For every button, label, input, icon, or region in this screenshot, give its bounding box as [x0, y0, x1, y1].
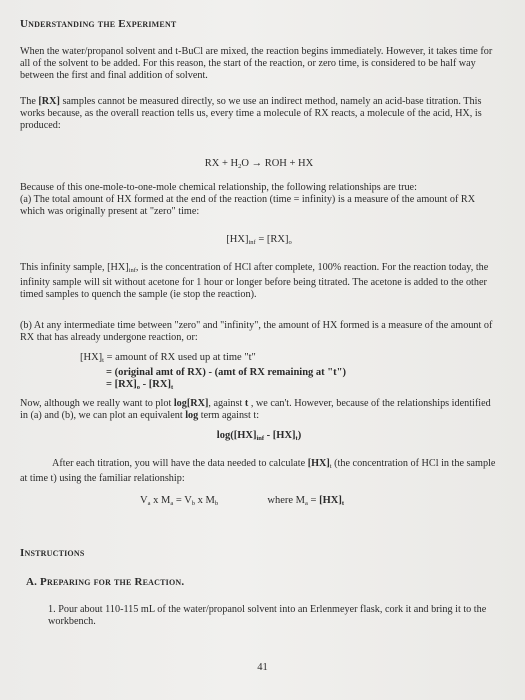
eq-reaction-b: O → ROH + HX	[241, 158, 314, 169]
p7-bold: [HX]	[307, 458, 330, 469]
eq-log-c: )	[297, 430, 302, 441]
eq-t-where: where M	[267, 495, 306, 506]
p7-post: (the concentration of HCl in the sample at time t) using the familiar relationship:	[20, 458, 496, 484]
eq-log-bsub: t	[295, 435, 298, 442]
page-number: 41	[257, 662, 268, 673]
eq-log-asub: inf	[256, 435, 265, 442]
equation-titration	[20, 495, 498, 510]
eq-log-a: log([HX]	[216, 430, 257, 441]
eq-b3-a: = [RX]	[106, 379, 137, 390]
paragraph-reaction-start: When the water/propanol solvent and t-BuCl are mixed, the reaction begins immediately. However, it takes time for all of the solvent to be added. For this reason, the start of the reaction, or zero time, is considered to be half way between the first and final addition of solvent.	[20, 46, 493, 81]
p6-mid: , against	[208, 398, 245, 409]
p6-bold: log[RX]	[173, 398, 209, 409]
eq-t-s4: b	[214, 500, 219, 507]
p7-sub: t	[329, 463, 332, 470]
eq-t-s3: b	[191, 500, 196, 507]
p6-end: term against t:	[198, 410, 260, 421]
eq-log-b: - [HX]	[264, 430, 296, 441]
eq-b1-left: [HX]	[80, 352, 103, 363]
p3a-text: (a) The total amount of HX formed at the end of the reaction (time = infinity) is a measure of the amount of RX which was originally present at "zero" time:	[20, 194, 476, 217]
eq-b3-bsub: t	[170, 384, 174, 391]
p2-rx-bold: [RX]	[38, 96, 60, 107]
eq-b1-sub: t	[102, 357, 104, 364]
heading-understanding-experiment: Understanding the Experiment	[20, 18, 177, 30]
equation-log	[20, 430, 498, 445]
paragraph-after-titration	[20, 458, 498, 485]
eq-reaction-sub: 2	[238, 163, 242, 170]
eq-t-hx: [HX]	[319, 495, 342, 506]
eq-b-line2: = (original amt of RX) - (amt of RX remaining at "t")	[106, 367, 346, 378]
paragraph-infinity-sample	[20, 262, 498, 301]
p2-text-pre: The	[20, 96, 39, 107]
eq-t-m2: = V	[173, 495, 192, 506]
eq-b3-b: - [RX]	[140, 379, 171, 390]
eq-t-w2: =	[307, 495, 320, 506]
equation-a	[20, 234, 498, 249]
p6-t: t	[244, 398, 249, 409]
eq-b3-asub: o	[136, 384, 141, 391]
paragraph-intermediate-time: (b) At any intermediate time between "zero" and "infinity", the amount of HX formed is a measure of the amount of RX that has already undergone reaction, or:	[20, 320, 493, 343]
p6-pre: Now, although we really want to plot	[20, 398, 174, 409]
eq-t-l: V	[140, 495, 148, 506]
eq-b-line3	[80, 379, 498, 394]
equation-reaction	[20, 158, 498, 173]
p4-post: , is the concentration of HCl after complete, 100% reaction. For the reaction today, the infinity sample will sit without acetone for 1 hour or longer before being titrated. The acetone is added to the other timed samples to quench the sample (ie stop the reaction).	[20, 262, 489, 300]
eq-a-right-sub: o	[288, 239, 292, 246]
p6-log: log	[185, 410, 199, 421]
eq-t-s5: a	[305, 500, 308, 507]
eq-a-left: [HX]	[226, 234, 249, 245]
equation-b	[20, 352, 498, 394]
step-1: 1. Pour about 110-115 mL of the water/propanol solvent into an Erlenmeyer flask, cork it and bring it to the workbench.	[48, 604, 487, 627]
p7-pre: After each titration, you will have the data needed to calculate	[52, 458, 308, 469]
eq-b-line1	[80, 352, 498, 367]
eq-t-m3: x M	[195, 495, 215, 506]
p6-post: , we can't. However, because of the relationships identified in (a) and (b), we can plot an equivalent	[20, 398, 491, 421]
p4-pre: This infinity sample, [HX]	[20, 262, 129, 273]
eq-reaction-a: RX + H	[204, 158, 239, 169]
paragraph-plot-log	[20, 398, 498, 422]
eq-t-s1: a	[147, 500, 151, 507]
p4-sub: inf	[128, 267, 136, 274]
paragraph-rx-samples	[20, 96, 498, 132]
paragraph-relationships	[20, 182, 498, 218]
p2-text-post: samples cannot be measured directly, so we use an indirect method, namely an acid-base titration. This works because, as the overall reaction tells us, every time a molecule of RX reacts, a molecule of the acid, HX, is produced:	[20, 96, 482, 131]
eq-t-s6: t	[341, 500, 344, 507]
eq-b1-right: = amount of RX used up at time "t"	[103, 352, 256, 363]
heading-instructions: Instructions	[20, 547, 85, 559]
eq-t-s2: a	[170, 500, 174, 507]
p3-text: Because of this one-mole-to-one-mole chemical relationship, the following relationships are true:	[20, 182, 417, 193]
eq-a-left-sub: inf	[248, 239, 256, 246]
heading-preparing-reaction: A. Preparing for the Reaction.	[26, 576, 185, 588]
eq-t-m1: x M	[150, 495, 171, 506]
eq-a-mid: = [RX]	[255, 234, 289, 245]
